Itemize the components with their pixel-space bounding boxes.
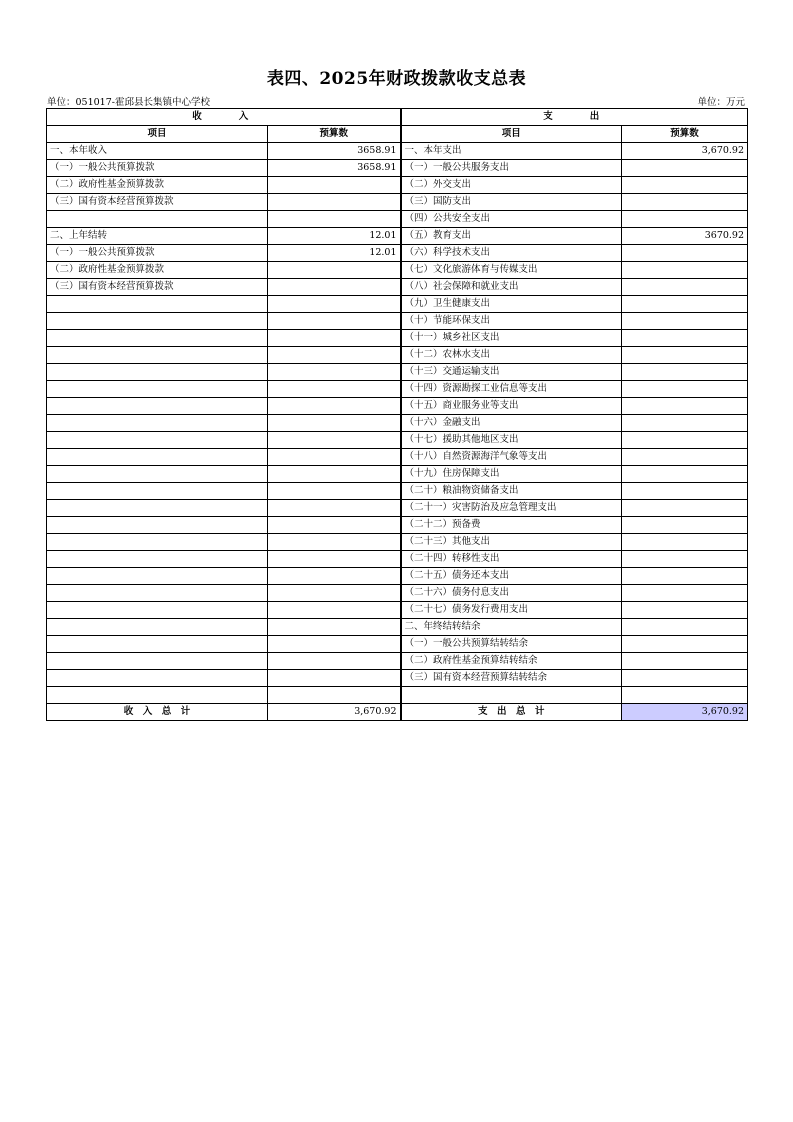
income-header: 收 入 xyxy=(47,109,401,126)
expense-budget-cell xyxy=(622,245,748,262)
table-row xyxy=(47,211,748,228)
income-item-cell xyxy=(47,568,268,585)
expense-budget-cell xyxy=(622,517,748,534)
income-item-cell xyxy=(47,534,268,551)
expense-budget-cell xyxy=(622,262,748,279)
income-budget-cell xyxy=(268,279,401,296)
table-row xyxy=(47,143,748,160)
expense-budget-cell xyxy=(622,585,748,602)
unit-currency: 单位：万元 xyxy=(697,97,745,108)
income-budget-cell xyxy=(268,313,401,330)
income-item-header: 项目 xyxy=(47,126,268,143)
column-header-row xyxy=(47,126,748,143)
expense-budget-cell xyxy=(622,534,748,551)
expense-item-cell: （二十四）转移性支出 xyxy=(401,551,622,568)
income-budget-cell xyxy=(268,296,401,313)
table-row xyxy=(47,330,748,347)
income-budget-cell xyxy=(268,330,401,347)
table-row xyxy=(47,279,748,296)
expense-budget-cell xyxy=(622,432,748,449)
income-item-cell: （一）一般公共预算拨款 xyxy=(47,245,268,262)
expense-budget-cell xyxy=(622,296,748,313)
income-budget-cell: 12.01 xyxy=(268,228,401,245)
expense-total-label: 支 出 总 计 xyxy=(401,704,622,721)
expense-item-cell: （二十五）债务还本支出 xyxy=(401,568,622,585)
expense-item-header: 项目 xyxy=(401,126,622,143)
table-row xyxy=(47,194,748,211)
expense-item-cell: （十）节能环保支出 xyxy=(401,313,622,330)
expense-budget-cell xyxy=(622,211,748,228)
income-budget-cell xyxy=(268,381,401,398)
expense-budget-cell xyxy=(622,636,748,653)
expense-item-cell: （三）国防支出 xyxy=(401,194,622,211)
expense-budget-cell xyxy=(622,551,748,568)
expense-item-cell: （九）卫生健康支出 xyxy=(401,296,622,313)
income-budget-cell xyxy=(268,619,401,636)
expense-budget-cell xyxy=(622,466,748,483)
expense-item-cell: （十四）资源勘探工业信息等支出 xyxy=(401,381,622,398)
income-budget-cell xyxy=(268,262,401,279)
income-item-cell xyxy=(47,364,268,381)
expense-item-cell: （四）公共安全支出 xyxy=(401,211,622,228)
expense-budget-cell xyxy=(622,160,748,177)
totals-row xyxy=(47,704,748,721)
table-row xyxy=(47,398,748,415)
expense-item-cell: （六）科学技术支出 xyxy=(401,245,622,262)
table-row xyxy=(47,313,748,330)
income-budget-cell xyxy=(268,653,401,670)
expense-budget-cell xyxy=(622,449,748,466)
expense-item-cell: （十五）商业服务业等支出 xyxy=(401,398,622,415)
income-item-cell xyxy=(47,585,268,602)
table-row xyxy=(47,177,748,194)
expense-budget-cell xyxy=(622,398,748,415)
expense-item-cell: 二、年终结转结余 xyxy=(401,619,622,636)
income-item-cell xyxy=(47,415,268,432)
income-item-cell xyxy=(47,211,268,228)
income-budget-cell xyxy=(268,534,401,551)
expense-item-cell: （十八）自然资源海洋气象等支出 xyxy=(401,449,622,466)
income-budget-cell xyxy=(268,602,401,619)
income-item-cell xyxy=(47,330,268,347)
income-budget-cell xyxy=(268,551,401,568)
income-item-cell xyxy=(47,551,268,568)
income-budget-cell xyxy=(268,500,401,517)
income-item-cell: （二）政府性基金预算拨款 xyxy=(47,177,268,194)
table-row xyxy=(47,653,748,670)
unit-organization: 单位：051017-霍邱县长集镇中心学校 xyxy=(47,97,210,108)
income-item-cell: （一）一般公共预算拨款 xyxy=(47,160,268,177)
expense-budget-cell xyxy=(622,313,748,330)
table-row xyxy=(47,449,748,466)
table-row xyxy=(47,602,748,619)
expense-item-cell: （二十二）预备费 xyxy=(401,517,622,534)
expense-budget-cell xyxy=(622,364,748,381)
table-row xyxy=(47,568,748,585)
income-item-cell xyxy=(47,602,268,619)
expense-budget-cell xyxy=(622,279,748,296)
table-row xyxy=(47,245,748,262)
income-budget-cell xyxy=(268,466,401,483)
expense-item-cell: （十一）城乡社区支出 xyxy=(401,330,622,347)
income-budget-cell xyxy=(268,483,401,500)
income-budget-cell xyxy=(268,636,401,653)
income-item-cell xyxy=(47,619,268,636)
income-item-cell xyxy=(47,517,268,534)
expense-budget-cell xyxy=(622,194,748,211)
table-row xyxy=(47,500,748,517)
income-total-label: 收 入 总 计 xyxy=(47,704,268,721)
income-item-cell xyxy=(47,483,268,500)
income-budget-cell xyxy=(268,517,401,534)
expense-item-cell: （十二）农林水支出 xyxy=(401,347,622,364)
income-item-cell xyxy=(47,670,268,687)
income-item-cell xyxy=(47,432,268,449)
expense-header: 支 出 xyxy=(401,109,748,126)
expense-budget-cell xyxy=(622,347,748,364)
table-row xyxy=(47,415,748,432)
income-item-cell xyxy=(47,500,268,517)
table-row xyxy=(47,517,748,534)
expense-item-cell: （二十三）其他支出 xyxy=(401,534,622,551)
income-budget-cell xyxy=(268,432,401,449)
expense-budget-cell xyxy=(622,330,748,347)
expense-item-cell: （二）政府性基金预算结转结余 xyxy=(401,653,622,670)
income-item-cell: 二、上年结转 xyxy=(47,228,268,245)
expense-item-cell: （五）教育支出 xyxy=(401,228,622,245)
expense-budget-cell xyxy=(622,415,748,432)
expense-item-cell: （十九）住房保障支出 xyxy=(401,466,622,483)
income-budget-cell xyxy=(268,364,401,381)
expense-item-cell: （二十）粮油物资储备支出 xyxy=(401,483,622,500)
table-row xyxy=(47,432,748,449)
income-item-cell xyxy=(47,296,268,313)
table-row xyxy=(47,262,748,279)
income-item-cell xyxy=(47,466,268,483)
table-row xyxy=(47,228,748,245)
expense-budget-cell xyxy=(622,619,748,636)
income-item-cell xyxy=(47,653,268,670)
table-row xyxy=(47,160,748,177)
income-item-cell: （三）国有资本经营预算拨款 xyxy=(47,194,268,211)
expense-budget-cell xyxy=(622,653,748,670)
table-row xyxy=(47,687,748,704)
expense-item-cell: （三）国有资本经营预算结转结余 xyxy=(401,670,622,687)
expense-item-cell: 一、本年支出 xyxy=(401,143,622,160)
income-item-cell xyxy=(47,636,268,653)
income-budget-cell xyxy=(268,211,401,228)
table-body xyxy=(47,109,748,721)
expense-budget-cell: 3,670.92 xyxy=(622,143,748,160)
expense-item-cell xyxy=(401,687,622,704)
expense-item-cell: （二）外交支出 xyxy=(401,177,622,194)
table-row xyxy=(47,585,748,602)
expense-item-cell: （七）文化旅游体育与传媒支出 xyxy=(401,262,622,279)
table-row xyxy=(47,636,748,653)
expense-budget-cell xyxy=(622,177,748,194)
income-total-value: 3,670.92 xyxy=(268,704,401,721)
table-row xyxy=(47,534,748,551)
expense-budget-cell xyxy=(622,500,748,517)
income-item-cell xyxy=(47,347,268,364)
expense-budget-cell: 3670.92 xyxy=(622,228,748,245)
income-budget-cell xyxy=(268,347,401,364)
expense-budget-cell xyxy=(622,670,748,687)
income-item-cell xyxy=(47,381,268,398)
expense-budget-cell xyxy=(622,381,748,398)
expense-item-cell: （二十一）灾害防治及应急管理支出 xyxy=(401,500,622,517)
table-row xyxy=(47,619,748,636)
expense-budget-cell xyxy=(622,602,748,619)
income-budget-cell: 3658.91 xyxy=(268,160,401,177)
expense-total-value: 3,670.92 xyxy=(622,704,748,721)
income-budget-cell xyxy=(268,585,401,602)
income-budget-cell: 12.01 xyxy=(268,245,401,262)
table-row xyxy=(47,296,748,313)
expense-item-cell: （二十六）债务付息支出 xyxy=(401,585,622,602)
table-row xyxy=(47,551,748,568)
income-item-cell: （三）国有资本经营预算拨款 xyxy=(47,279,268,296)
expense-budget-cell xyxy=(622,483,748,500)
table-row xyxy=(47,347,748,364)
income-item-cell xyxy=(47,313,268,330)
income-budget-cell xyxy=(268,415,401,432)
income-budget-header: 预算数 xyxy=(268,126,401,143)
expense-budget-cell xyxy=(622,568,748,585)
income-budget-cell xyxy=(268,194,401,211)
section-header-row xyxy=(47,109,748,126)
expense-budget-header: 预算数 xyxy=(622,126,748,143)
income-budget-cell xyxy=(268,177,401,194)
expense-item-cell: （一）一般公共预算结转结余 xyxy=(401,636,622,653)
income-budget-cell xyxy=(268,670,401,687)
income-budget-cell xyxy=(268,449,401,466)
income-item-cell xyxy=(47,449,268,466)
expense-item-cell: （十六）金融支出 xyxy=(401,415,622,432)
finance-summary-table xyxy=(46,108,748,721)
income-item-cell: （二）政府性基金预算拨款 xyxy=(47,262,268,279)
income-item-cell: 一、本年收入 xyxy=(47,143,268,160)
expense-item-cell: （八）社会保障和就业支出 xyxy=(401,279,622,296)
income-item-cell xyxy=(47,687,268,704)
expense-item-cell: （十三）交通运输支出 xyxy=(401,364,622,381)
table-row xyxy=(47,381,748,398)
income-budget-cell: 3658.91 xyxy=(268,143,401,160)
income-budget-cell xyxy=(268,398,401,415)
expense-item-cell: （二十七）债务发行费用支出 xyxy=(401,602,622,619)
expense-item-cell: （一）一般公共服务支出 xyxy=(401,160,622,177)
table-row xyxy=(47,466,748,483)
report-title: 表四、2025年财政拨款收支总表 xyxy=(266,69,527,89)
income-budget-cell xyxy=(268,568,401,585)
table-row xyxy=(47,483,748,500)
income-item-cell xyxy=(47,398,268,415)
income-budget-cell xyxy=(268,687,401,704)
table-row xyxy=(47,364,748,381)
table-row xyxy=(47,670,748,687)
expense-item-cell: （十七）援助其他地区支出 xyxy=(401,432,622,449)
expense-budget-cell xyxy=(622,687,748,704)
